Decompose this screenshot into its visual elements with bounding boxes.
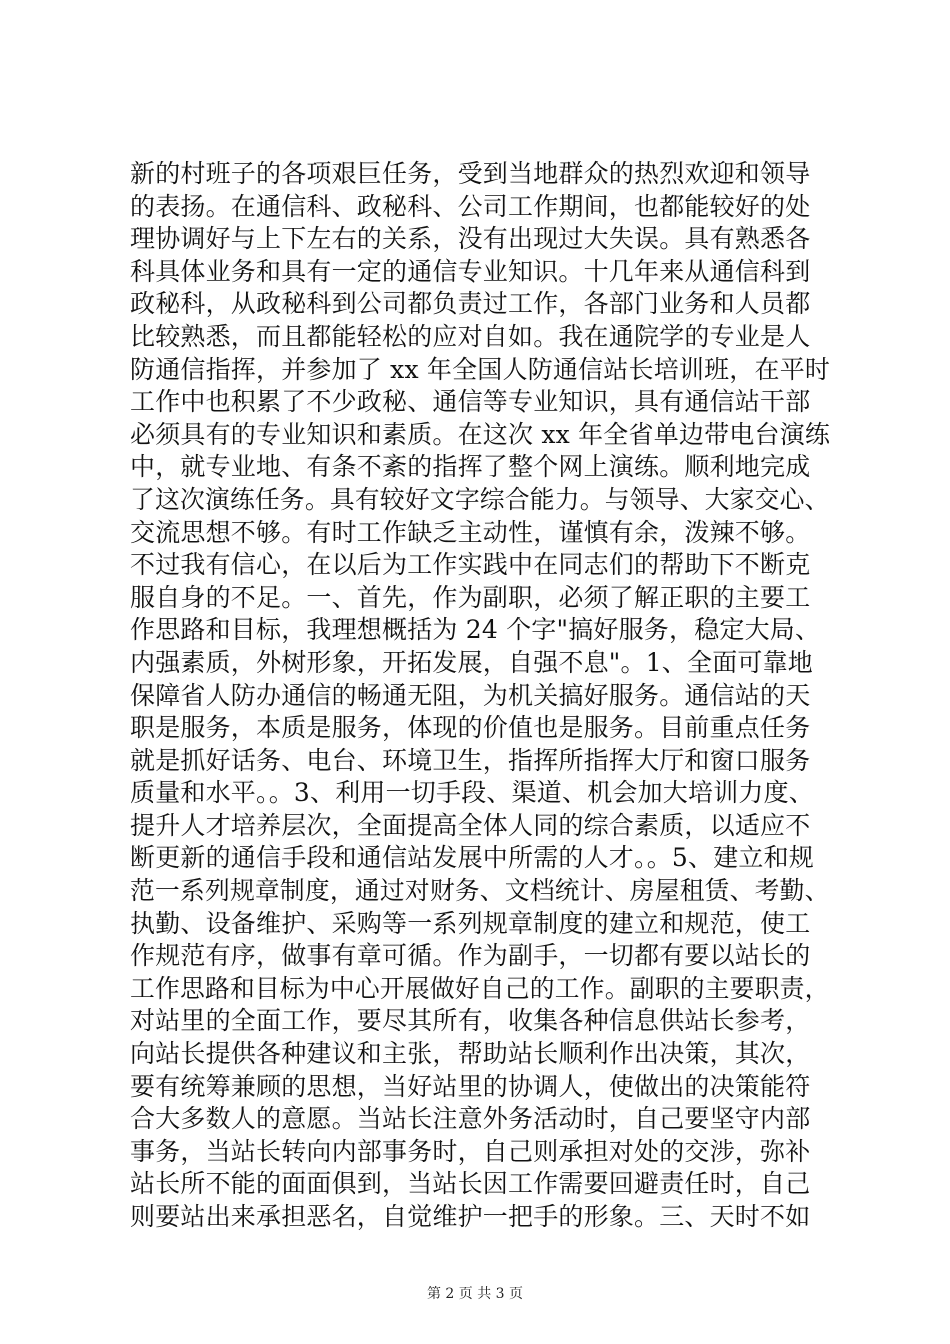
text-line: 防通信指挥，并参加了 xx 年全国人防通信站长培训班，在平时 xyxy=(130,354,831,384)
text-line: 执勤、设备维护、采购等一系列规章制度的建立和规范，使工 xyxy=(130,908,811,938)
text-line: 断更新的通信手段和通信站发展中所需的人才。。5、建立和规 xyxy=(130,843,815,873)
text-line: 必须具有的专业知识和素质。在这次 xx 年全省单边带电台演练 xyxy=(130,419,831,449)
text-line: 新的村班子的各项艰巨任务，受到当地群众的热烈欢迎和领导 xyxy=(130,159,811,188)
text-line: 工作中也积累了不少政秘、通信等专业知识，具有通信站干部 xyxy=(130,387,811,417)
text-line: 了这次演练任务。具有较好文字综合能力。与领导、大家交心、 xyxy=(130,484,830,514)
text-line: 则要站出来承担恶名，自觉维护一把手的形象。三、天时不如 xyxy=(130,1202,811,1231)
text-line: 提升人才培养层次，全面提高全体人同的综合素质，以适应不 xyxy=(130,810,811,840)
page-number-footer: 第 2 页 共 3 页 xyxy=(426,1286,524,1302)
text-line: 作规范有序，做事有章可循。作为副手，一切都有要以站长的 xyxy=(130,941,811,971)
text-line: 向站长提供各种建议和主张，帮助站长顺利作出决策，其次， xyxy=(130,1039,811,1069)
text-line: 对站里的全面工作，要尽其所有，收集各种信息供站长参考， xyxy=(130,1006,811,1036)
text-line: 就是抓好话务、电台、环境卫生，指挥所指挥大厅和窗口服务 xyxy=(130,745,811,775)
text-line: 站长所不能的面面俱到，当站长因工作需要回避责任时，自己 xyxy=(130,1169,811,1199)
text-line: 范一系列规章制度，通过对财务、文档统计、房屋租赁、考勤、 xyxy=(130,876,830,906)
text-line: 合大多数人的意愿。当站长注意外务活动时，自己要坚守内部 xyxy=(130,1104,811,1134)
text-line: 保障省人防办通信的畅通无阻，为机关搞好服务。通信站的天 xyxy=(130,680,811,710)
text-line: 要有统筹兼顾的思想，当好站里的协调人，使做出的决策能符 xyxy=(130,1071,811,1101)
document-body xyxy=(130,158,830,1234)
text-line: 工作思路和目标为中心开展做好自己的工作。副职的主要职责， xyxy=(130,973,830,1003)
text-line: 质量和水平。。3、利用一切手段、渠道、机会加大培训力度、 xyxy=(130,778,815,808)
text-line: 内强素质，外树形象，开拓发展，自强不息"。1、全面可靠地 xyxy=(130,647,814,677)
text-line: 理协调好与上下左右的关系，没有出现过大失误。具有熟悉各 xyxy=(130,224,811,254)
text-line: 事务，当站长转向内部事务时，自己则承担对处的交涉，弥补 xyxy=(130,1136,811,1166)
text-line: 职是服务，本质是服务，体现的价值也是服务。目前重点任务 xyxy=(130,713,811,743)
text-line: 科具体业务和具有一定的通信专业知识。十几年来从通信科到 xyxy=(130,256,811,286)
text-line: 比较熟悉，而且都能轻松的应对自如。我在通院学的专业是人 xyxy=(130,321,811,351)
text-line: 不过我有信心，在以后为工作实践中在同志们的帮助下不断克 xyxy=(130,550,811,580)
text-line: 中，就专业地、有条不紊的指挥了整个网上演练。顺利地完成 xyxy=(130,452,811,482)
text-line: 作思路和目标，我理想概括为 24 个字"搞好服务，稳定大局、 xyxy=(130,615,821,645)
text-line: 服自身的不足。一、首先，作为副职，必须了解正职的主要工 xyxy=(130,582,811,612)
text-line: 的表扬。在通信科、政秘科、公司工作期间，也都能较好的处 xyxy=(130,191,811,221)
text-line: 交流思想不够。有时工作缺乏主动性，谨慎有余，泼辣不够。 xyxy=(130,517,811,547)
text-line: 政秘科，从政秘科到公司都负责过工作，各部门业务和人员都 xyxy=(130,289,811,319)
